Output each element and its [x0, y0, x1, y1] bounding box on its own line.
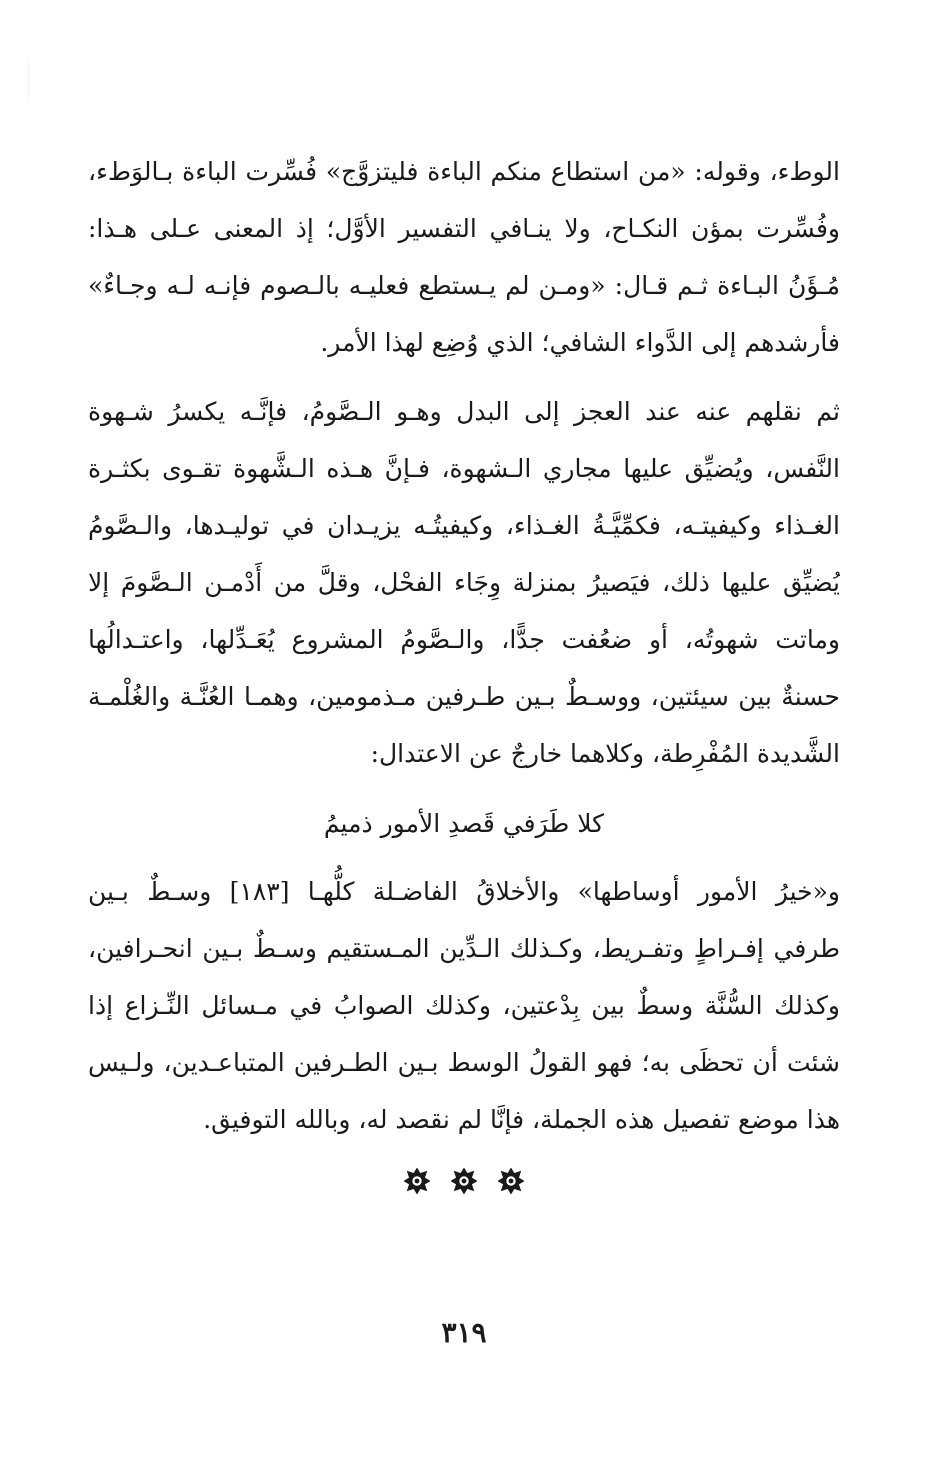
paragraph-line: مُـؤَنُ البـاءة ثـم قـال: «ومـن لم يـستطع فعليـه بالـصوم فإنـه لـه وجـاءٌ»: [88, 271, 840, 300]
section-divider-ornaments: [0, 1168, 928, 1194]
paragraph-line: الوطء، وقوله: «من استطاع منكم الباءة فليتزوَّج» فُسِّرت الباءة بـالوَطء،: [88, 157, 840, 186]
paragraph-line: الشَّديدة المُفْرِطة، وكلاهما خارجٌ عن الاعتدال:: [370, 739, 840, 768]
scan-margin-mark: [28, 60, 29, 100]
paragraph-line: حسنةٌ بين سيئتين، ووسـطٌ بـين طـرفين مـذمومين، وهمـا العُنَّـة والغُلْمـة: [88, 682, 840, 711]
paragraph-line: وفُسِّرت بمؤن النكـاح، ولا ينـافي التفسير الأوَّل؛ إذ المعنى عـلى هـذا:: [88, 214, 840, 243]
paragraph-line: فأرشدهم إلى الدَّواء الشافي؛ الذي وُضِع لهذا الأمر.: [320, 328, 840, 357]
paragraph-line: و«خيرُ الأمور أوساطها» والأخلاقُ الفاضـلة كلُّهـا [١٨٣] وسـطٌ بـين: [88, 877, 840, 906]
page-number: ٣١٩: [441, 1316, 487, 1349]
paragraph-line: النَّفس، ويُضيِّق عليها مجاري الـشهوة، فـإنَّ هـذه الـشَّهوة تقـوى بكثـرة: [88, 454, 840, 483]
paragraph-line: الغـذاء وكيفيتـه، فكمِّيَّـةُ الغـذاء، وكيفيتُـه يزيـدان في توليـدها، والـصَّومُ: [88, 511, 840, 540]
paragraph-3: [88, 863, 840, 1148]
paragraph-line: وماتت شهوتُه، أو ضعُفت جدًّا، والـصَّومُ المشروع يُعَـدِّلها، واعتـدالُها: [88, 625, 840, 654]
flower-ornament-icon: [498, 1168, 524, 1194]
paragraph-line: وكذلك السُّنَّة وسطٌ بين بِدْعتين، وكذلك الصوابُ في مـسائل النِّـزاع إذا: [88, 991, 840, 1020]
flower-ornament-icon: [451, 1168, 477, 1194]
paragraph-line: شئت أن تحظَى به؛ فهو القولُ الوسط بـين الطـرفين المتباعـدين، ولـيس: [88, 1048, 840, 1077]
paragraph-line: يُضيِّق عليها ذلك، فيَصيرُ بمنزلة وِجَاء الفحْل، وقلَّ من أَدْمـن الـصَّومَ إلا: [88, 568, 840, 597]
paragraph-line: هذا موضع تفصيل هذه الجملة، فإنَّا لم نقصد له، وبالله التوفيق.: [203, 1105, 840, 1134]
paragraph-2: [88, 383, 840, 782]
paragraph-1: [88, 143, 840, 371]
paragraph-line: طرفي إفـراطٍ وتفـريط، وكـذلك الـدِّين المـستقيم وسـطٌ بـين انحـرافين،: [88, 934, 840, 963]
paragraph-line: ثم نقلهم عنه عند العجز إلى البدل وهـو الـصَّومُ، فإنَّـه يكسرُ شـهوة: [88, 397, 840, 426]
flower-ornament-icon: [404, 1168, 430, 1194]
poetry-verse: كلا طَرَفي قَصدِ الأمور ذميمُ: [323, 809, 605, 838]
